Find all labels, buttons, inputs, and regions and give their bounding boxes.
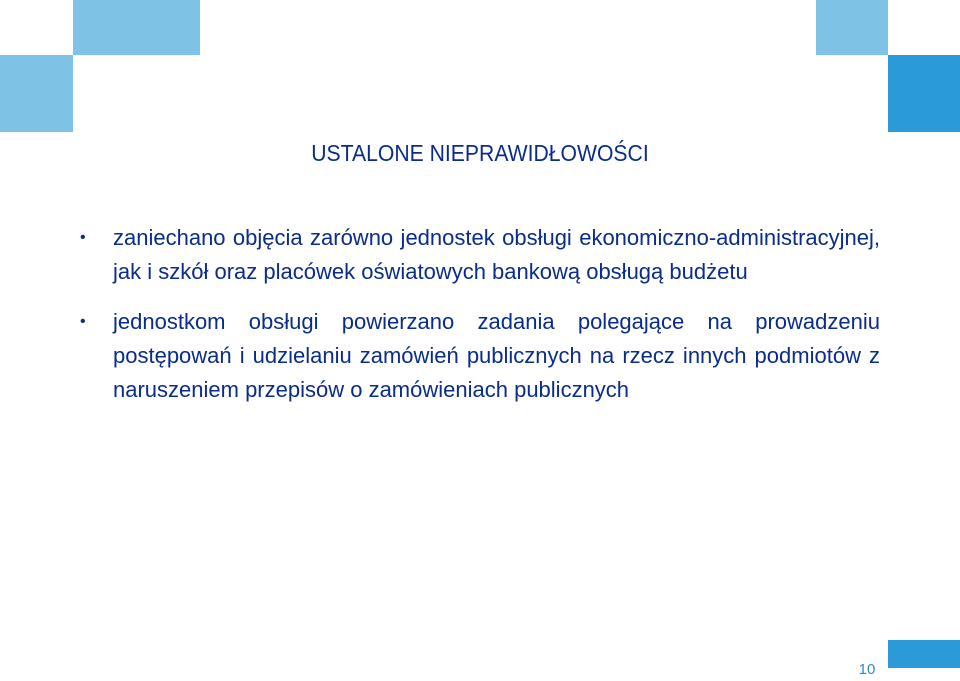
bullet-text: zaniechano objęcia zarówno jednostek obsługi ekonomiczno-administracyjnej, jak i szkół oraz placówek oświatowych bankową obsługą budżetu: [113, 225, 880, 284]
decorative-bar-bottom-right: [888, 640, 960, 668]
decorative-square-top-left-light: [73, 0, 200, 55]
bullet-item: [80, 305, 880, 407]
decorative-square-top-left-light-lower: [0, 55, 73, 132]
decorative-square-top-right-light: [816, 0, 888, 55]
bullet-text: jednostkom obsługi powierzano zadania polegające na prowadzeniu postępowań i udzielaniu zamówień publicznych na rzecz innych podmiotów z naruszeniem przepisów o zamówieniach publicznych: [113, 309, 880, 402]
decorative-square-top-right-dark: [888, 55, 960, 132]
bullet-icon: •: [80, 313, 86, 330]
slide-title: USTALONE NIEPRAWIDŁOWOŚCI: [311, 140, 649, 166]
bullet-list: [80, 221, 880, 423]
page-number: 10: [858, 661, 876, 678]
bullet-item: [80, 221, 880, 289]
bullet-icon: •: [80, 229, 86, 246]
